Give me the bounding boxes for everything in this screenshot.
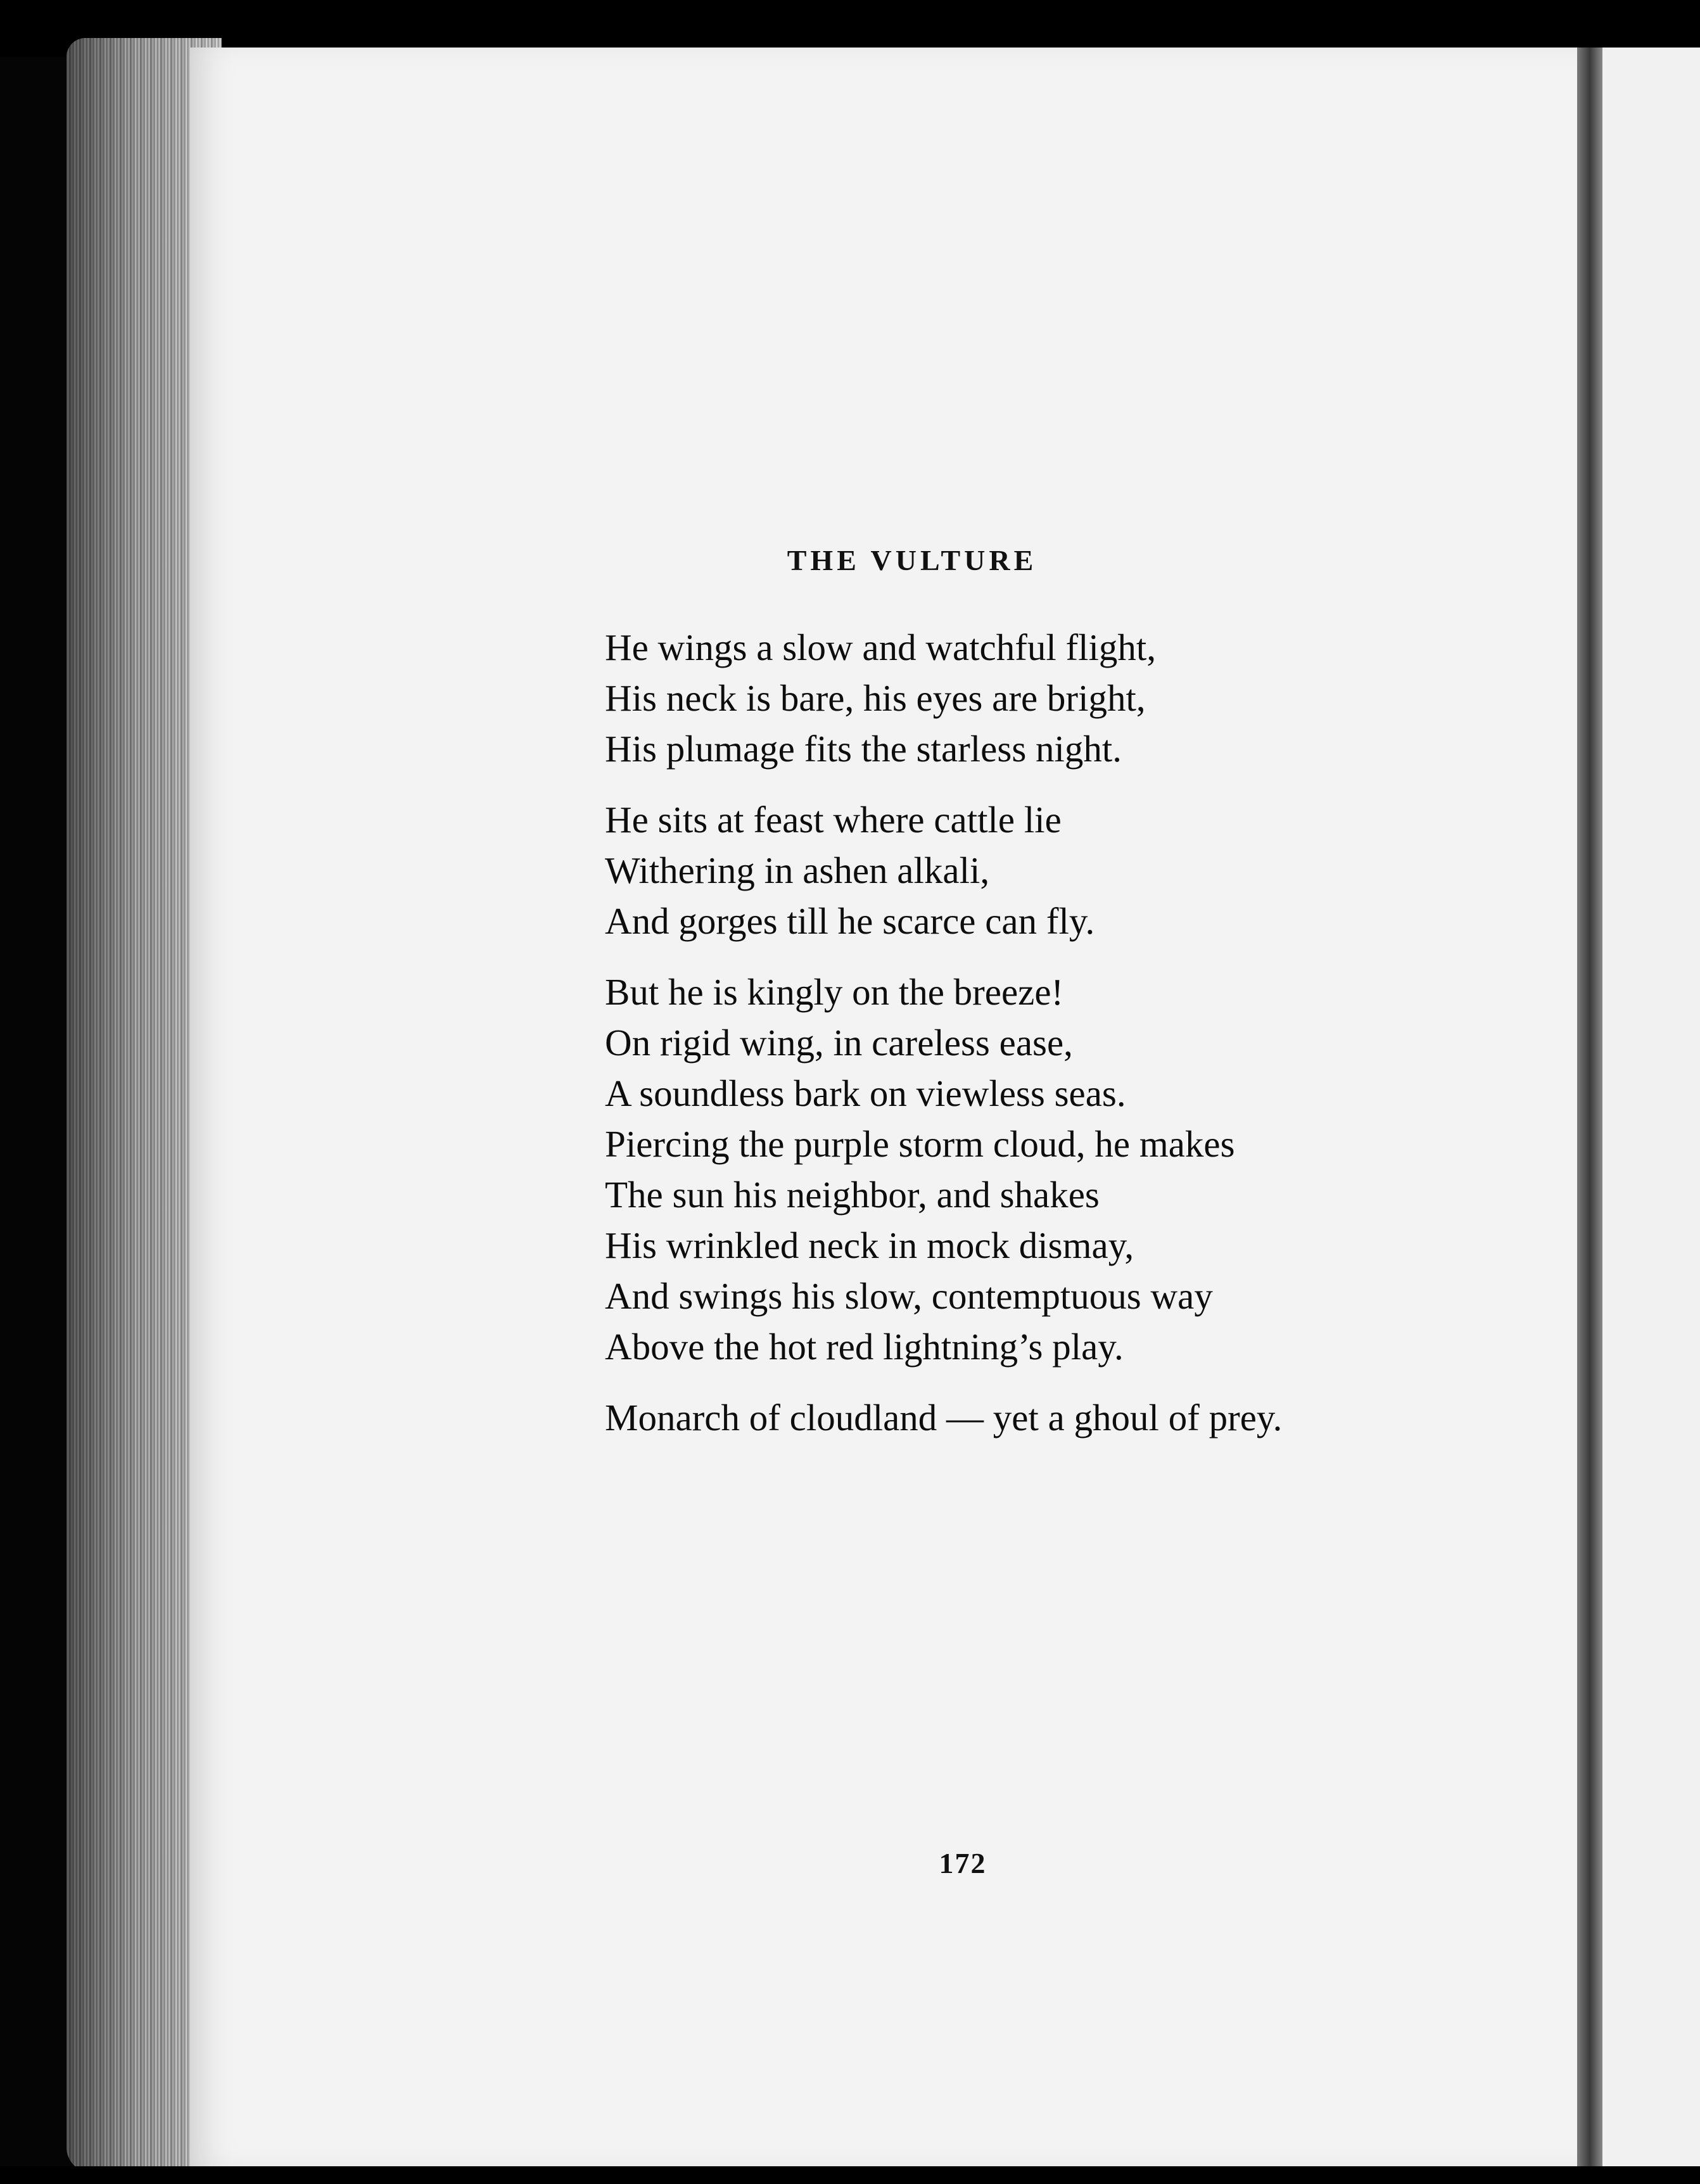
stanza-3 [605, 967, 1441, 1372]
facing-page-edge [1602, 48, 1700, 2166]
poem-line: Monarch of cloudland — yet a ghoul of prey. [605, 1397, 1283, 1438]
poem-line: His plumage fits the starless night. [605, 728, 1122, 770]
stanza-1 [605, 622, 1441, 774]
stanza-2 [605, 794, 1441, 946]
stanza-4 [605, 1392, 1441, 1443]
poem-line: And gorges till he scarce can fly. [605, 900, 1095, 942]
poem-line: The sun his neighbor, and shakes [605, 1174, 1100, 1216]
poem-line: On rigid wing, in careless ease, [605, 1022, 1073, 1063]
poem-line: And swings his slow, contemptuous way [605, 1275, 1213, 1317]
page-number: 172 [939, 1847, 987, 1879]
poem-line: His neck is bare, his eyes are bright, [605, 677, 1146, 719]
poem-line: His wrinkled neck in mock dismay, [605, 1224, 1134, 1266]
poem-line: He sits at feast where cattle lie [605, 799, 1062, 841]
poem-line: Piercing the purple storm cloud, he makes [605, 1123, 1235, 1165]
poem-line: He wings a slow and watchful flight, [605, 626, 1157, 668]
poem-line: But he is kingly on the breeze! [605, 971, 1064, 1013]
poem-line: Above the hot red lightning’s play. [605, 1326, 1124, 1368]
poem-body [605, 622, 1441, 1463]
poem-title: THE VULTURE [787, 544, 1037, 576]
poem-line: A soundless bark on viewless seas. [605, 1072, 1126, 1114]
book-gutter [1577, 48, 1602, 2166]
scan-border-bottom [0, 2166, 1700, 2184]
poem-line: Withering in ashen alkali, [605, 849, 990, 891]
